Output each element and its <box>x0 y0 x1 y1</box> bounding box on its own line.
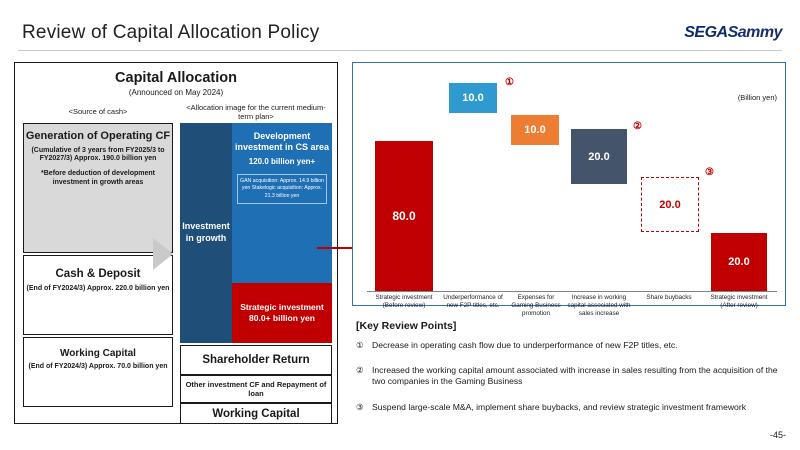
annotation-marker-1: ① <box>505 77 514 88</box>
strategic-investment-amount: 80.0+ billion yen <box>249 313 315 323</box>
key-point-1-text: Decrease in operating cash flow due to underperformance of new F2P titles, etc. <box>372 340 678 350</box>
key-point-1 <box>356 340 784 351</box>
working-capital-alloc-box: Working Capital <box>180 403 332 424</box>
x-tick-label-2: Underperformance of new F2P titles, etc. <box>443 294 503 310</box>
page-number: -45- <box>769 430 786 440</box>
chart-unit-label: (Billion yen) <box>737 93 777 102</box>
bar-strategic-before <box>375 141 433 291</box>
right-arrow-icon <box>153 238 173 270</box>
cash-deposit-title: Cash & Deposit <box>55 268 141 280</box>
bar-label-gaming-expenses: 10.0 <box>524 124 546 136</box>
strategic-investment-box <box>232 283 332 343</box>
other-investment-box: Other investment CF and Repayment of loan <box>180 375 332 403</box>
bar-label-working-capital: 20.0 <box>588 150 610 163</box>
key-point-1-number: ① <box>356 340 364 350</box>
cash-deposit-box <box>23 255 173 335</box>
company-logo <box>684 24 782 42</box>
x-tick-label-6: Strategic investment (After review) <box>710 294 768 310</box>
page-title: Review of Capital Allocation Policy <box>22 22 320 43</box>
development-investment-note: GAN acquisition: Approx. 14.9 billion yen Stakelogic acquisition: Approx. 21.3 billion yen <box>237 174 327 205</box>
bar-working-capital <box>571 129 627 184</box>
x-tick-label-1: Strategic investment (Before review) <box>375 294 433 310</box>
capital-allocation-title: Capital Allocation <box>115 70 237 86</box>
key-point-3-number: ③ <box>356 402 364 412</box>
key-point-3 <box>356 402 784 413</box>
logo-sammy: Sammy <box>727 24 782 41</box>
header-divider <box>18 50 782 51</box>
annotation-marker-3: ③ <box>705 167 714 178</box>
key-review-points-heading: [Key Review Points] <box>356 320 457 332</box>
x-tick-label-5: Share buybacks <box>646 294 692 301</box>
allocation-image-header: <Allocation image for the current medium-term plan> <box>186 103 326 122</box>
shareholder-return-box: Shareholder Return <box>180 345 332 375</box>
source-of-cash-header: <Source of cash> <box>68 107 128 116</box>
bar-gaming-expenses <box>511 115 559 145</box>
waterfall-chart <box>352 62 786 318</box>
capital-allocation-panel <box>14 62 338 424</box>
x-tick-label-4: Increase in working capital associated with sales increase <box>567 294 631 318</box>
working-capital-source-detail: (End of FY2024/3) Approx. 70.0 billion yen <box>28 363 168 370</box>
key-point-2 <box>356 365 784 388</box>
bar-share-buybacks <box>641 177 699 232</box>
bar-strategic-after <box>711 233 767 291</box>
key-point-2-number: ② <box>356 365 364 375</box>
bar-underperformance <box>449 83 497 113</box>
strategic-investment-title: Strategic investment <box>240 302 324 313</box>
operating-cf-title: Generation of Operating CF <box>25 130 171 142</box>
capital-allocation-subtitle: (Announced on May 2024) <box>128 88 224 97</box>
development-investment-amount: 120.0 billion yen+ <box>248 156 316 166</box>
x-tick-label-3: Expenses for Gaming Business promotion <box>511 294 561 318</box>
development-investment-box <box>232 123 332 283</box>
working-capital-source-title: Working Capital <box>60 348 136 359</box>
operating-cf-note: *Before deduction of development investment in growth areas <box>41 170 155 186</box>
operating-cf-box <box>23 123 173 253</box>
annotation-marker-2: ② <box>633 121 642 132</box>
bar-label-share-buybacks: 20.0 <box>659 198 681 211</box>
chart-x-axis <box>367 291 777 292</box>
bar-label-strategic-after: 20.0 <box>728 256 750 268</box>
working-capital-source-box <box>23 337 173 407</box>
key-point-3-text: Suspend large-scale M&A, implement share buybacks, and review strategic investment framework <box>372 402 746 412</box>
logo-sega: SEGA <box>684 24 728 41</box>
investment-in-growth-box: Investment in growth <box>180 123 232 343</box>
development-investment-title: Development investment in CS area <box>234 131 330 152</box>
cash-deposit-detail: (End of FY2024/3) Approx. 220.0 billion yen <box>26 285 170 292</box>
bar-label-underperformance: 10.0 <box>462 92 484 104</box>
operating-cf-detail: (Cumulative of 3 years from FY2025/3 to FY2027/3) Approx. 190.0 billion yen <box>31 146 165 163</box>
key-point-2-text: Increased the working capital amount associated with increase in sales resulting from the acquisition of the two companies in the Gaming Business <box>372 365 778 387</box>
bar-label-strategic-before: 80.0 <box>392 209 416 223</box>
